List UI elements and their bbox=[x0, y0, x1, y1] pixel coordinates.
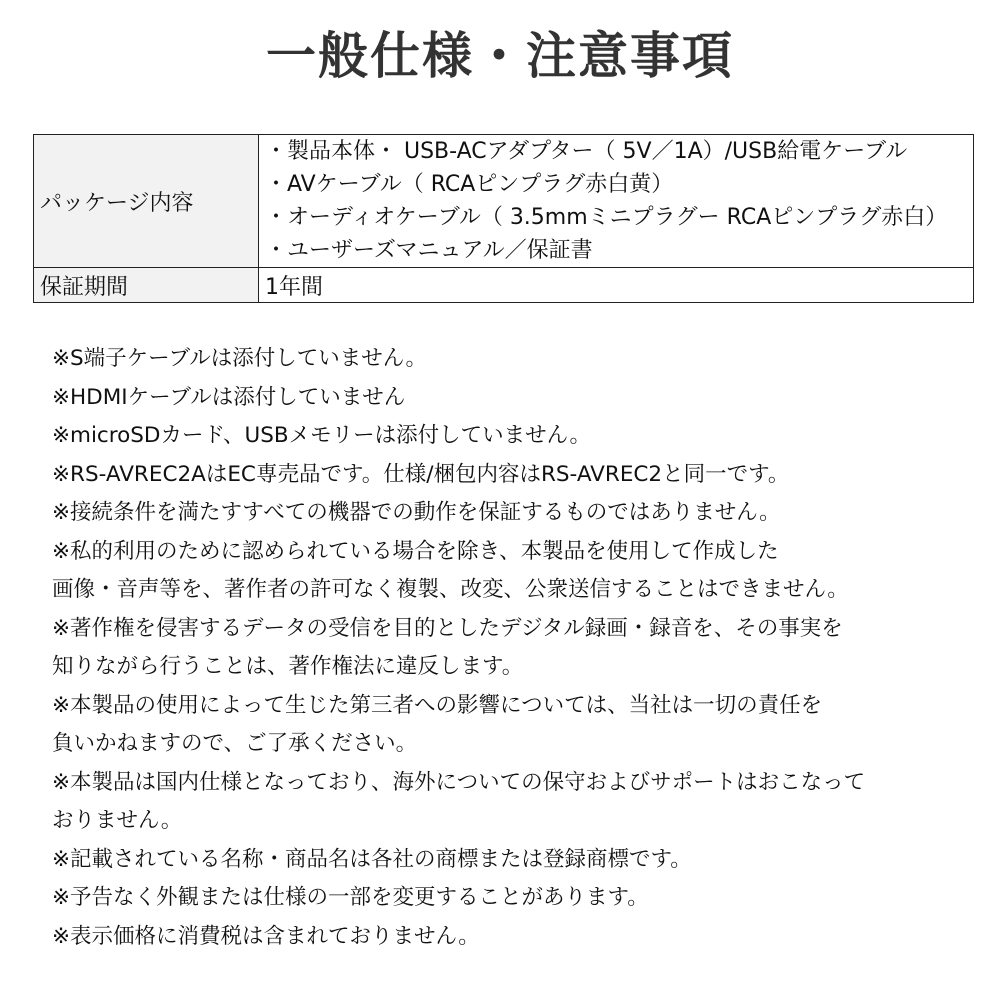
note-line: ※私的利用のために認められている場合を除き、本製品を使用して作成した bbox=[52, 538, 779, 564]
package-item: ・AVケーブル（ RCAピンプラグ赤白黄） bbox=[265, 172, 674, 197]
note-line: ※RS-AVREC2AはEC専売品です。仕様/梱包内容はRS-AVREC2と同一です。 bbox=[52, 461, 790, 487]
table-row-warranty bbox=[34, 268, 974, 303]
package-item: ・ユーザーズマニュアル／保証書 bbox=[265, 238, 593, 263]
note-line: ※HDMIケーブルは添付していません bbox=[52, 384, 406, 410]
note-line: ※著作権を侵害するデータの受信を目的としたデジタル録画・録音を、その事実を bbox=[52, 615, 843, 641]
note-line: おりません。 bbox=[52, 808, 183, 833]
note-line: ※S端子ケーブルは添付していません。 bbox=[52, 346, 428, 371]
package-contents-cell bbox=[259, 135, 974, 268]
warranty-label-cell: 保証期間 bbox=[34, 268, 259, 303]
note-line: ※microSDカード、USBメモリーは添付していません。 bbox=[52, 423, 591, 448]
note-line: ※表示価格に消費税は含まれておりません。 bbox=[52, 923, 480, 949]
table-row-package bbox=[34, 135, 974, 268]
note-line: ※本製品は国内仕様となっており、海外についての保守およびサポートはおこなって bbox=[52, 769, 866, 795]
spec-table bbox=[33, 134, 974, 303]
note-line: 負いかねますので、ご了承ください。 bbox=[52, 731, 418, 756]
package-label-cell: パッケージ内容 bbox=[34, 135, 259, 268]
notes-list bbox=[52, 340, 982, 956]
note-line: ※接続条件を満たすすべての機器での動作を保証するものではありません。 bbox=[52, 500, 781, 525]
package-item: ・製品本体・ USB-ACアダプター（ 5V／1A）/USB給電ケーブル bbox=[265, 139, 908, 164]
note-line: ※予告なく外観または仕様の一部を変更することがあります。 bbox=[52, 885, 649, 910]
package-item: ・オーディオケーブル（ 3.5mmミニプラグー RCAピンプラグ赤白） bbox=[265, 205, 948, 230]
page-title: 一般仕様・注意事項 bbox=[266, 27, 734, 85]
warranty-value-cell: 1年間 bbox=[259, 268, 974, 303]
note-line: 知りながら行うことは、著作権法に違反します。 bbox=[52, 654, 524, 679]
note-line: 画像・音声等を、著作者の許可なく複製、改変、公衆送信することはできません。 bbox=[52, 577, 849, 602]
note-line: ※本製品の使用によって生じた第三者への影響については、当社は一切の責任を bbox=[52, 692, 823, 718]
note-line: ※記載されている名称・商品名は各社の商標または登録商標です。 bbox=[52, 846, 692, 872]
